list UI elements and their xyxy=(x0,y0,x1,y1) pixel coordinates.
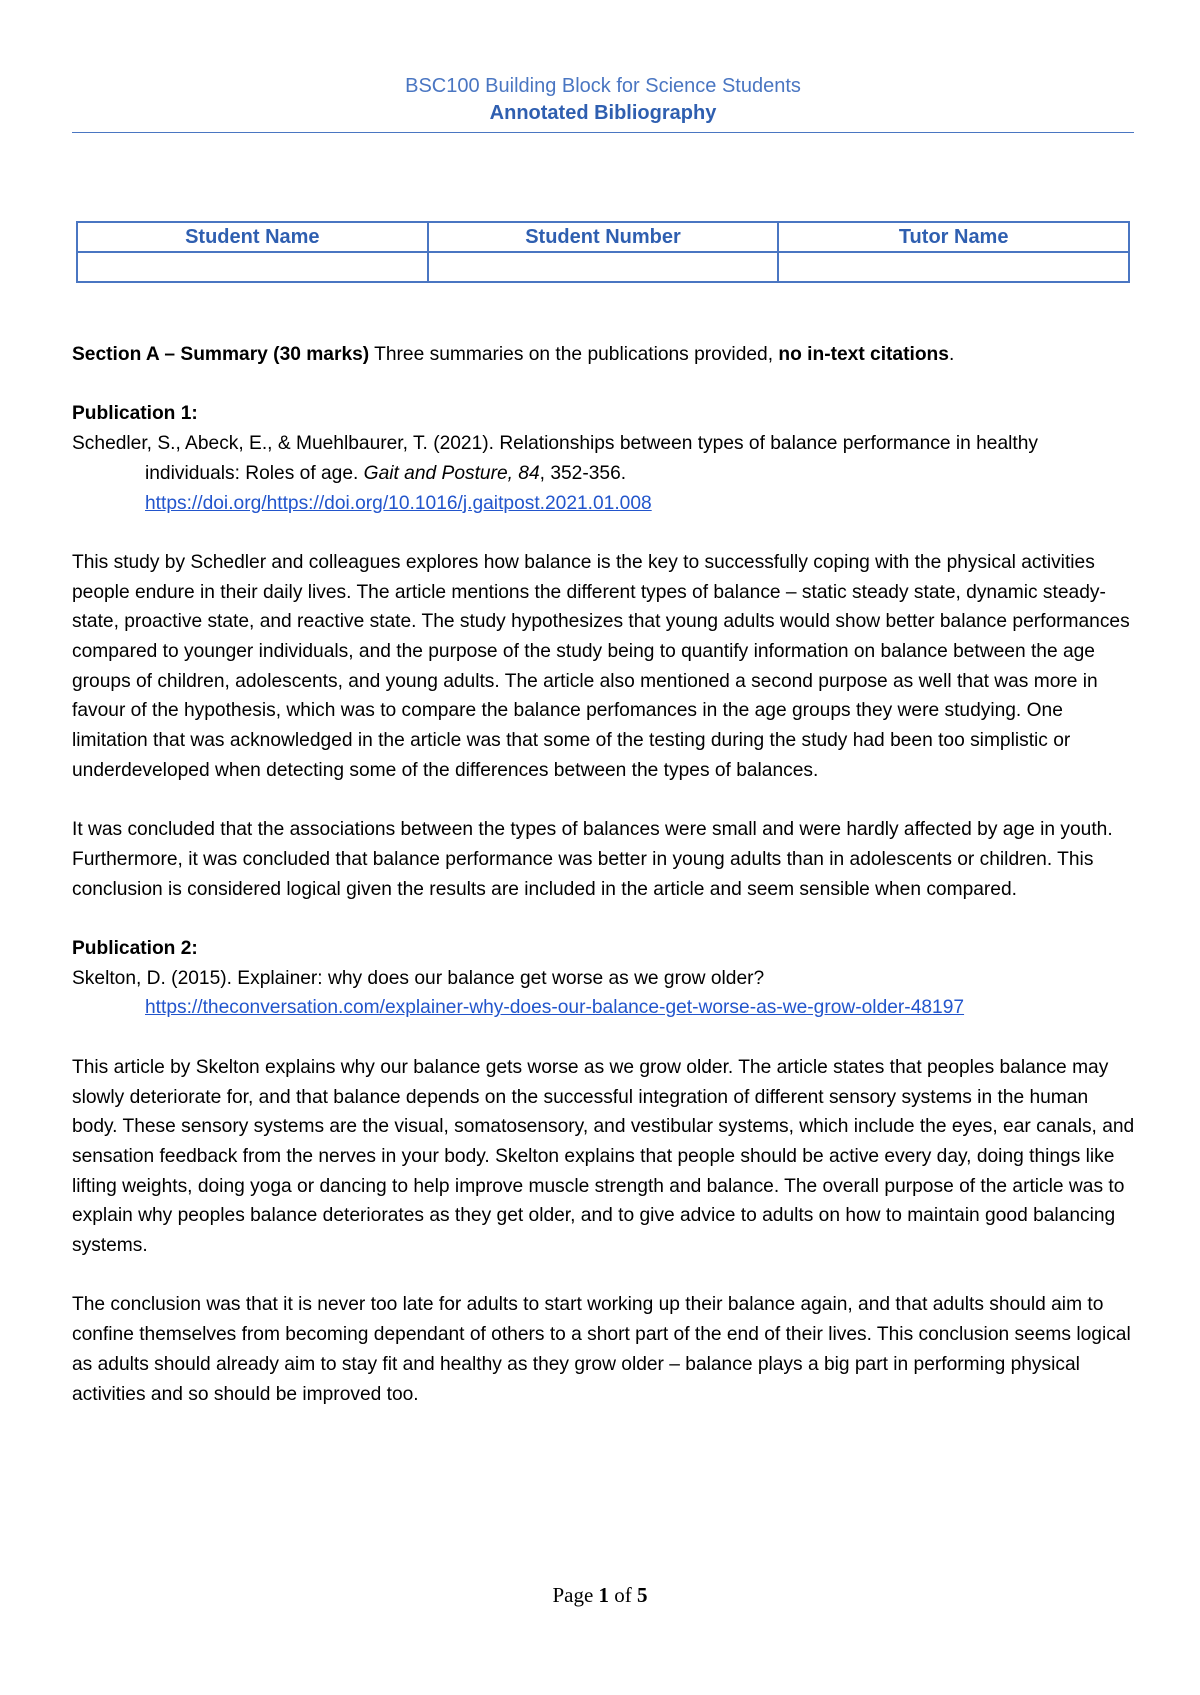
publication-1-journal: Gait and Posture, 84 xyxy=(363,462,540,484)
course-title: BSC100 Building Block for Science Students xyxy=(405,75,801,97)
student-table-header-row xyxy=(77,222,1129,252)
publication-2-summary: This article by Skelton explains why our balance gets worse as we grow older. The article states that peoples balance may slowly deteriorate for, and that balance depends on the successful integration of different sensory systems in the human body. These sensory systems are the visual, somatosensory, and vestibular systems, which include the eyes, ear canals, and sensation feedback from the nerves in your body. Skelton explains that people should be active every day, doing things like lifting weights, doing yoga or dancing to help improve muscle strength and balance. The overall purpose of the article was to explain why peoples balance deteriorates as they get older, and to give advice to adults on how to maintain good balancing systems. xyxy=(72,1056,1135,1257)
page-header xyxy=(72,72,1134,133)
section-a-instruction: Three summaries on the publications provided, xyxy=(369,344,779,365)
document-title: Annotated Bibliography xyxy=(489,102,717,124)
publication-1-summary: This study by Schedler and colleagues explores how balance is the key to successfully coping with the physical activities people endure in their daily lives. The article mentions the different types of balance – static steady state, dynamic steady-state, proactive state, and reactive state. The study hypothesizes that young adults would show better balance performances compared to younger individuals, and the purpose of the study being to quantify information on balance between the age groups of children, adolescents, and young adults. The article also mentioned a second purpose as well that was more in favour of the hypothesis, which was to compare the balance perfomances in the age groups they were studying. One limitation that was acknowledged in the article was that some of the testing during the study had been too simplistic or underdeveloped when detecting some of the differences between the types of balances. xyxy=(72,551,1130,781)
page-footer xyxy=(0,1583,1200,1608)
page-word: Page xyxy=(552,1583,599,1607)
publication-2-label: Publication 2: xyxy=(72,938,198,959)
publication-1-conclusion: It was concluded that the associations between the types of balances were small and were hardly affected by age in youth. Furthermore, it was concluded that balance performance was better in young adults than in adolescents or children. This conclusion is considered logical given the results are included in the article and seem sensible when compared. xyxy=(72,819,1113,900)
section-a-heading xyxy=(72,340,1137,370)
publication-2-link[interactable]: https://theconversation.com/explainer-why-does-our-balance-get-worse-as-we-grow-older-48197 xyxy=(145,997,965,1019)
section-a-title: Section A – Summary (30 marks) xyxy=(72,344,370,365)
tutor-name-field[interactable] xyxy=(778,252,1129,282)
of-word: of xyxy=(609,1583,638,1607)
student-info-table xyxy=(76,221,1130,283)
publication-1-label: Publication 1: xyxy=(72,403,198,425)
student-name-header: Student Name xyxy=(77,222,428,252)
document-body xyxy=(72,340,1137,1409)
section-a-emphasis: no in-text citations xyxy=(778,344,949,365)
publication-1-link[interactable]: https://doi.org/https://doi.org/10.1016/j.gaitpost.2021.01.008 xyxy=(145,492,652,514)
student-table-value-row xyxy=(77,252,1129,282)
student-number-header: Student Number xyxy=(428,222,779,252)
page-current: 1 xyxy=(598,1583,610,1607)
student-name-field[interactable] xyxy=(77,252,428,282)
publication-1-ref-main: Schedler, S., Abeck, E., & Muehlbaurer, T. (2021). Relationships between types of balance performance in healthy individuals: Roles of age. xyxy=(72,433,1038,484)
publication-1-reference xyxy=(72,429,1137,488)
publication-2-conclusion: The conclusion was that it is never too late for adults to start working up their balance again, and that adults should aim to confine themselves from becoming dependant of others to a short part of the end of their lives. This conclusion seems logical as adults should already aim to stay fit and healthy as they grow older – balance plays a big part in performing physical activities and so should be improved too. xyxy=(72,1294,1131,1405)
page-total: 5 xyxy=(637,1583,648,1607)
publication-1-pages: , 352-356. xyxy=(539,462,627,484)
publication-2-reference: Skelton, D. (2015). Explainer: why does our balance get worse as we grow older? xyxy=(72,967,765,989)
section-a-end: . xyxy=(948,344,955,365)
student-number-field[interactable] xyxy=(428,252,779,282)
tutor-name-header: Tutor Name xyxy=(778,222,1129,252)
